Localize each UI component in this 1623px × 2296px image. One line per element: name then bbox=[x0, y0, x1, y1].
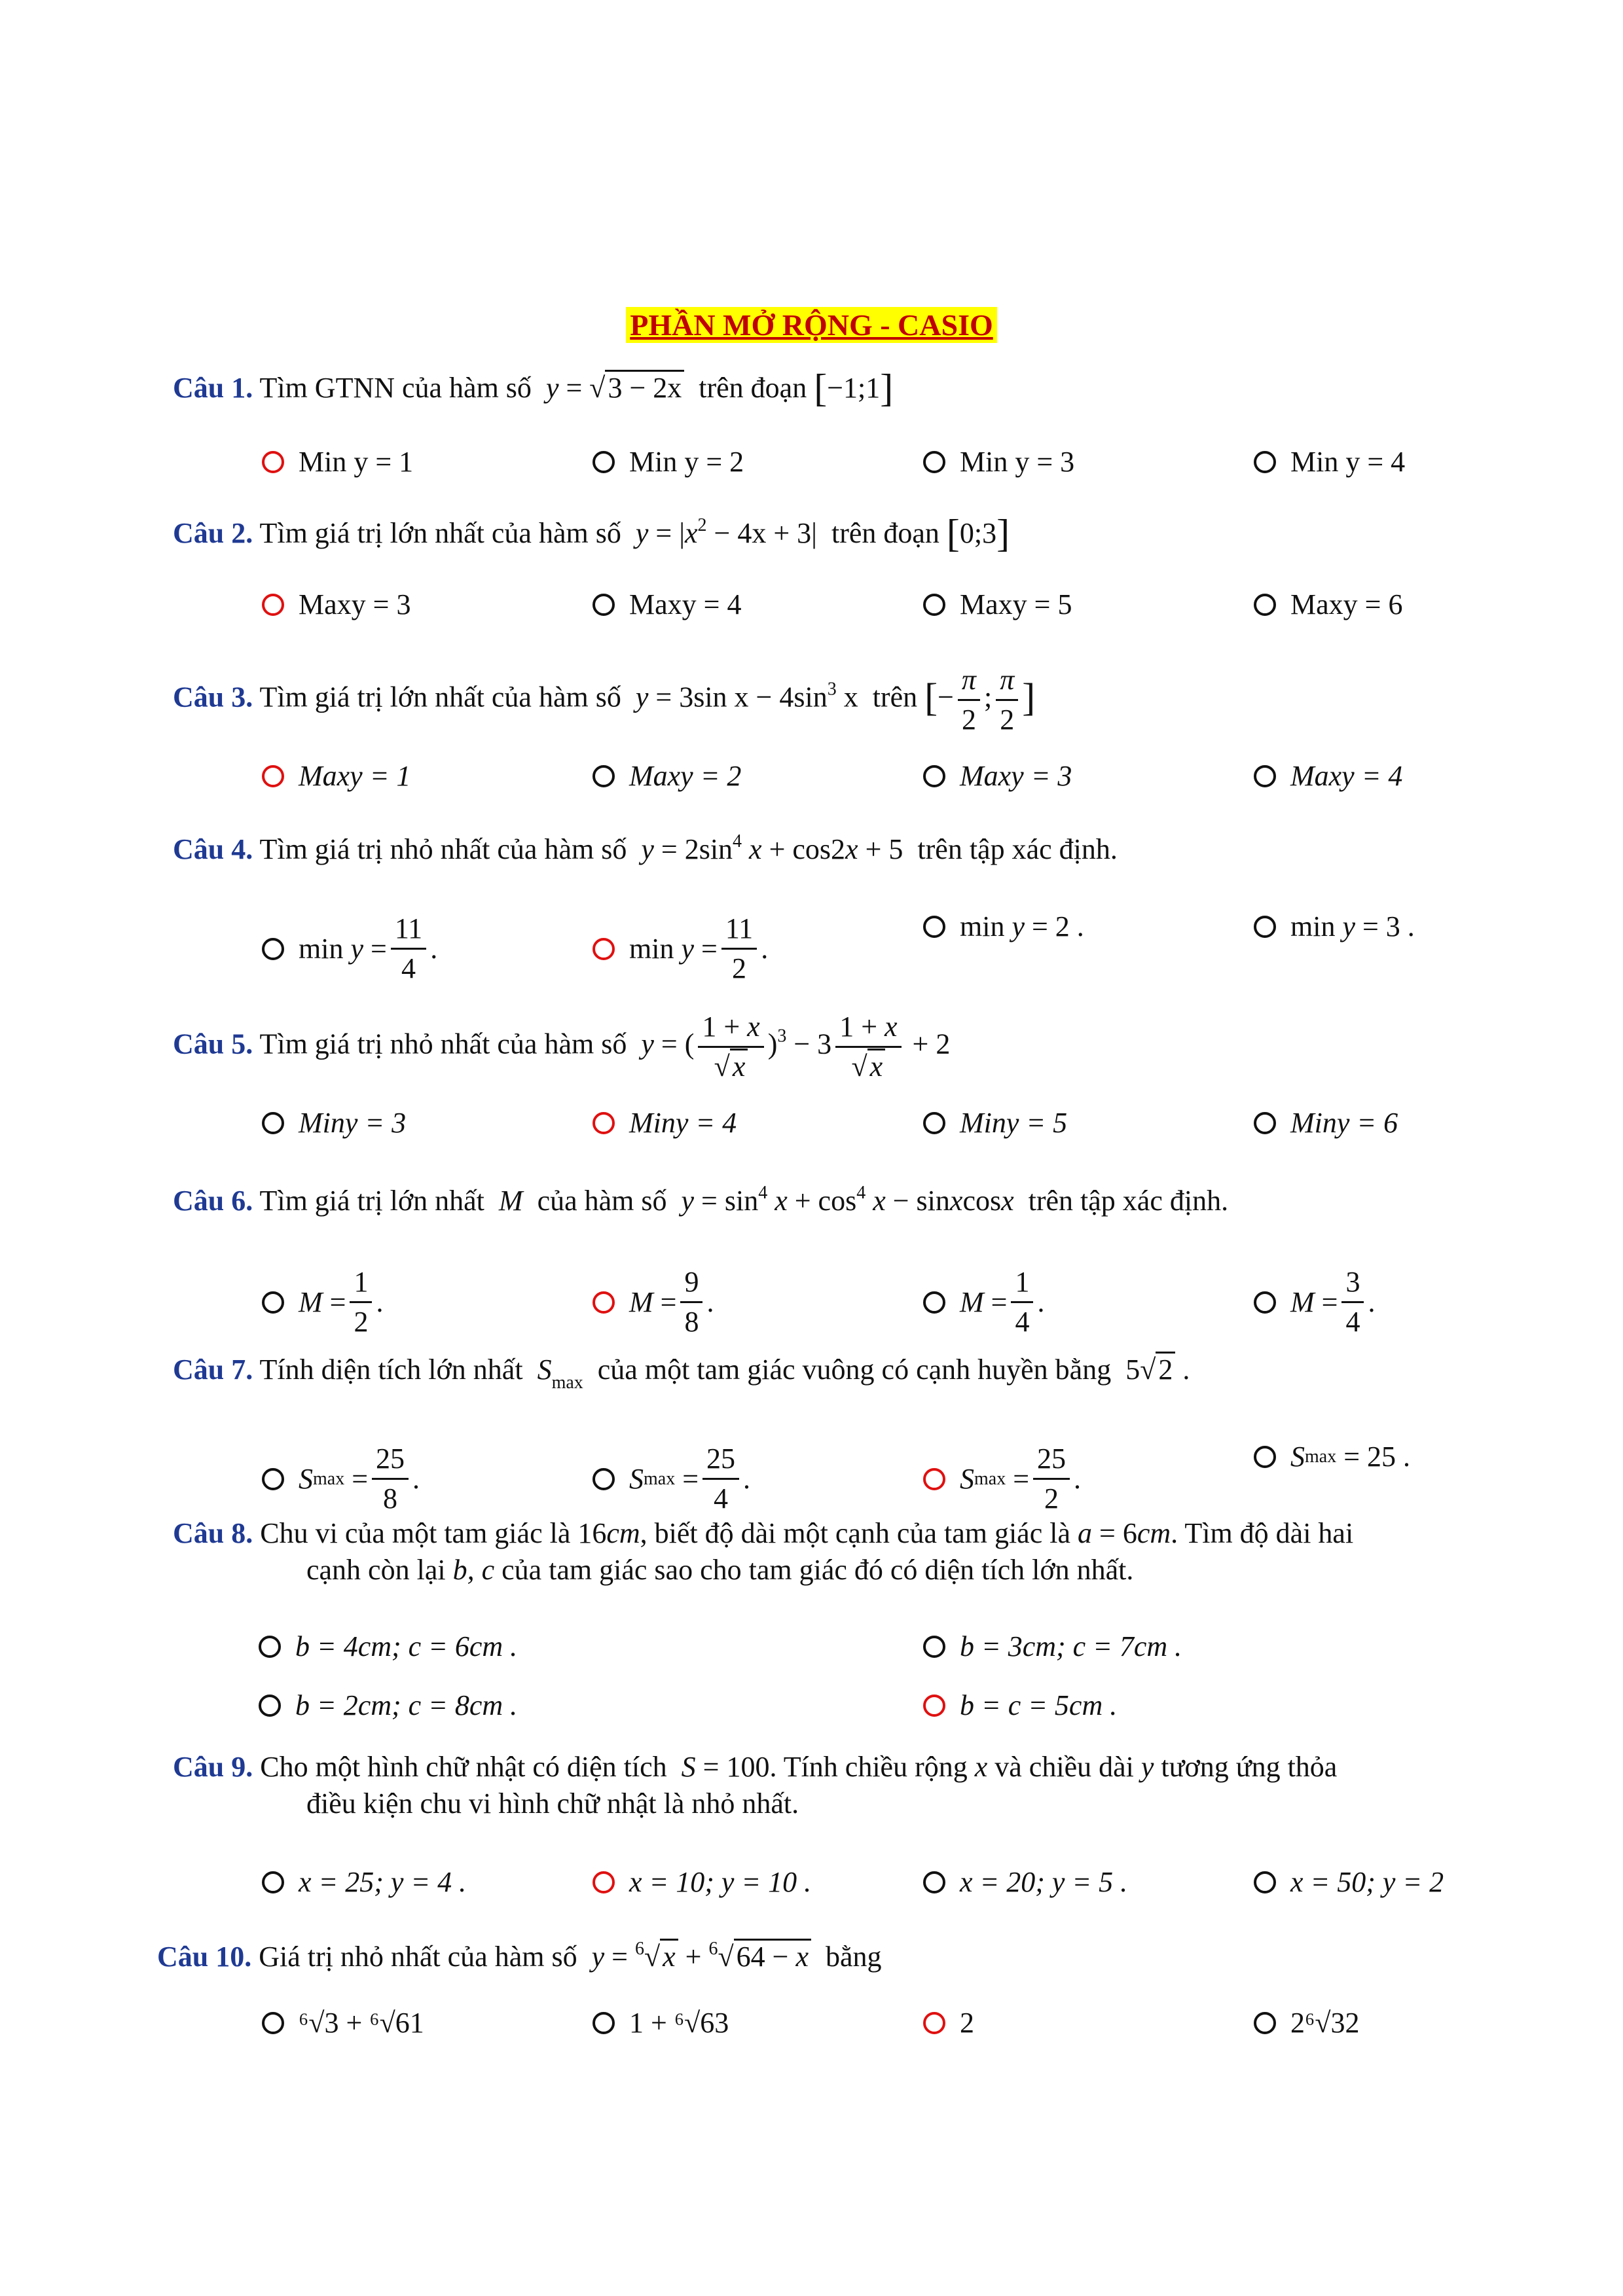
option-a[interactable]: Min y = 1 bbox=[262, 445, 413, 478]
correct-answer-marker bbox=[262, 451, 284, 473]
option-a[interactable]: Maxy = 1 bbox=[262, 759, 410, 793]
option-d[interactable]: b = c = 5cm . bbox=[923, 1689, 1117, 1722]
question-label: Câu 1. bbox=[173, 372, 253, 404]
option-b[interactable]: 1 + ⁶√63 bbox=[593, 2006, 729, 2039]
answer-options bbox=[0, 445, 1623, 484]
correct-answer-marker bbox=[262, 594, 284, 616]
option-a[interactable]: M = $\frac{1}{2}$ . bbox=[262, 1263, 383, 1341]
option-a[interactable]: x = 25; y = 4 . bbox=[262, 1865, 466, 1899]
option-c[interactable]: Maxy = 5 bbox=[923, 588, 1072, 621]
answer-options bbox=[0, 759, 1623, 798]
correct-answer-marker bbox=[923, 1468, 945, 1490]
option-c[interactable]: x = 20; y = 5 . bbox=[923, 1865, 1127, 1899]
option-b[interactable]: Min y = 2 bbox=[593, 445, 744, 478]
question-2: Câu 2. Tìm giá trị lớn nhất của hàm số $y = |x^2 - 4x + 3|$ trên đoạn [0;3] bbox=[173, 512, 1010, 555]
answer-options bbox=[0, 1263, 1623, 1338]
answer-options bbox=[0, 1689, 1623, 1728]
correct-answer-marker bbox=[923, 2012, 945, 2034]
option-c[interactable]: min y = 2 . bbox=[923, 910, 1084, 943]
question-3: Câu 3. Tìm giá trị lớn nhất của hàm số y = 3sin $x - 4\sin^3$ x trên [− $\frac{\pi}{2}$ ; $\frac{\pi}{2}$ ] bbox=[173, 661, 1469, 739]
option-d[interactable]: Miny = 6 bbox=[1254, 1106, 1398, 1139]
question-10: Câu 10. Giá trị nhỏ nhất của hàm số y = $^6$√x + $^6$√64 − x bằng bbox=[157, 1939, 882, 1973]
option-d[interactable]: Maxy = 4 bbox=[1254, 759, 1402, 793]
option-b[interactable]: b = 3cm; c = 7cm . bbox=[923, 1630, 1182, 1663]
question-1: Câu 1. Tìm GTNN của hàm số y = √3 − 2x trên đoạn [−1;1] bbox=[173, 367, 894, 410]
answer-options bbox=[0, 2006, 1623, 2045]
option-a[interactable]: S max = $\frac{25}{8}$ . bbox=[262, 1440, 420, 1518]
option-d[interactable]: 2⁶√32 bbox=[1254, 2006, 1360, 2039]
question-4: Câu 4. Tìm giá trị nhỏ nhất của hàm số $y = 2\sin^4$ x + cos2x + 5 trên tập xác định. bbox=[173, 831, 1118, 865]
option-b[interactable]: Maxy = 4 bbox=[593, 588, 741, 621]
option-b[interactable]: Miny = 4 bbox=[593, 1106, 737, 1139]
question-5: Câu 5. Tìm giá trị nhỏ nhất của hàm số y = ( $\frac{1 + x}{√x}$ )$^3$ − 3 $\frac{1 + x}{√x}$ + 2 bbox=[173, 1008, 1469, 1086]
option-c[interactable]: M = $\frac{1}{4}$ . bbox=[923, 1263, 1044, 1341]
question-7: Câu 7. Tính diện tích lớn nhất $S_{max}$ của một tam giác vuông có cạnh huyền bằng 5√2 . bbox=[173, 1352, 1469, 1401]
option-d[interactable]: Maxy = 6 bbox=[1254, 588, 1402, 621]
answer-options bbox=[0, 1106, 1623, 1145]
option-b[interactable]: Maxy = 2 bbox=[593, 759, 741, 793]
option-d[interactable]: min y = 3 . bbox=[1254, 910, 1415, 943]
option-a[interactable]: min y = $\frac{11}{4}$ . bbox=[262, 910, 437, 988]
correct-answer-marker bbox=[593, 1291, 615, 1314]
option-b[interactable]: S max = $\frac{25}{4}$ . bbox=[593, 1440, 750, 1518]
option-c[interactable]: Min y = 3 bbox=[923, 445, 1074, 478]
option-a[interactable]: ⁶√3 + ⁶√61 bbox=[262, 2006, 424, 2039]
question-9: Câu 9. Cho một hình chữ nhật có diện tích S = 100. Tính chiều rộng x và chiều dài y tương ứng thỏa điều kiện chu vi hình chữ nhật là nhỏ nhất. bbox=[173, 1751, 1338, 1820]
option-a[interactable]: Miny = 3 bbox=[262, 1106, 406, 1139]
option-c[interactable]: Miny = 5 bbox=[923, 1106, 1067, 1139]
option-a[interactable]: b = 4cm; c = 6cm . bbox=[259, 1630, 517, 1663]
option-d[interactable]: M = $\frac{3}{4}$ . bbox=[1254, 1263, 1375, 1341]
section-title: PHẦN MỞ RỘNG - CASIO bbox=[0, 308, 1623, 342]
question-6: Câu 6. Tìm giá trị lớn nhất M của hàm số $y = \sin^4 x + \cos^4 x$ − sinxcosx trên tập xác định. bbox=[173, 1183, 1229, 1217]
option-c[interactable]: S max = $\frac{25}{2}$ . bbox=[923, 1440, 1081, 1518]
option-d[interactable]: S max = 25 . bbox=[1254, 1440, 1410, 1473]
option-c[interactable]: Maxy = 3 bbox=[923, 759, 1072, 793]
option-c[interactable]: 2 bbox=[923, 2006, 974, 2039]
answer-options bbox=[0, 1865, 1623, 1905]
correct-answer-marker bbox=[593, 1871, 615, 1893]
option-b[interactable]: min y = $\frac{11}{2}$ . bbox=[593, 910, 768, 988]
option-d[interactable]: x = 50; y = 2 bbox=[1254, 1865, 1444, 1899]
answer-options bbox=[0, 910, 1623, 984]
answer-options bbox=[0, 1440, 1623, 1515]
option-a[interactable]: Maxy = 3 bbox=[262, 588, 410, 621]
question-8: Câu 8. Chu vi của một tam giác là 16cm, biết độ dài một cạnh của tam giác là a = 6cm. Tìm độ dài hai cạnh còn lại b, c của tam giác sao cho tam giác đó có diện tích lớn nhất. bbox=[173, 1517, 1354, 1586]
option-b[interactable]: M = $\frac{9}{8}$ . bbox=[593, 1263, 714, 1341]
correct-answer-marker bbox=[262, 765, 284, 787]
correct-answer-marker bbox=[923, 1695, 945, 1717]
answer-options bbox=[0, 588, 1623, 627]
option-b[interactable]: x = 10; y = 10 . bbox=[593, 1865, 811, 1899]
option-d[interactable]: Min y = 4 bbox=[1254, 445, 1405, 478]
correct-answer-marker bbox=[593, 938, 615, 960]
option-c[interactable]: b = 2cm; c = 8cm . bbox=[259, 1689, 517, 1722]
correct-answer-marker bbox=[593, 1112, 615, 1134]
answer-options bbox=[0, 1630, 1623, 1669]
